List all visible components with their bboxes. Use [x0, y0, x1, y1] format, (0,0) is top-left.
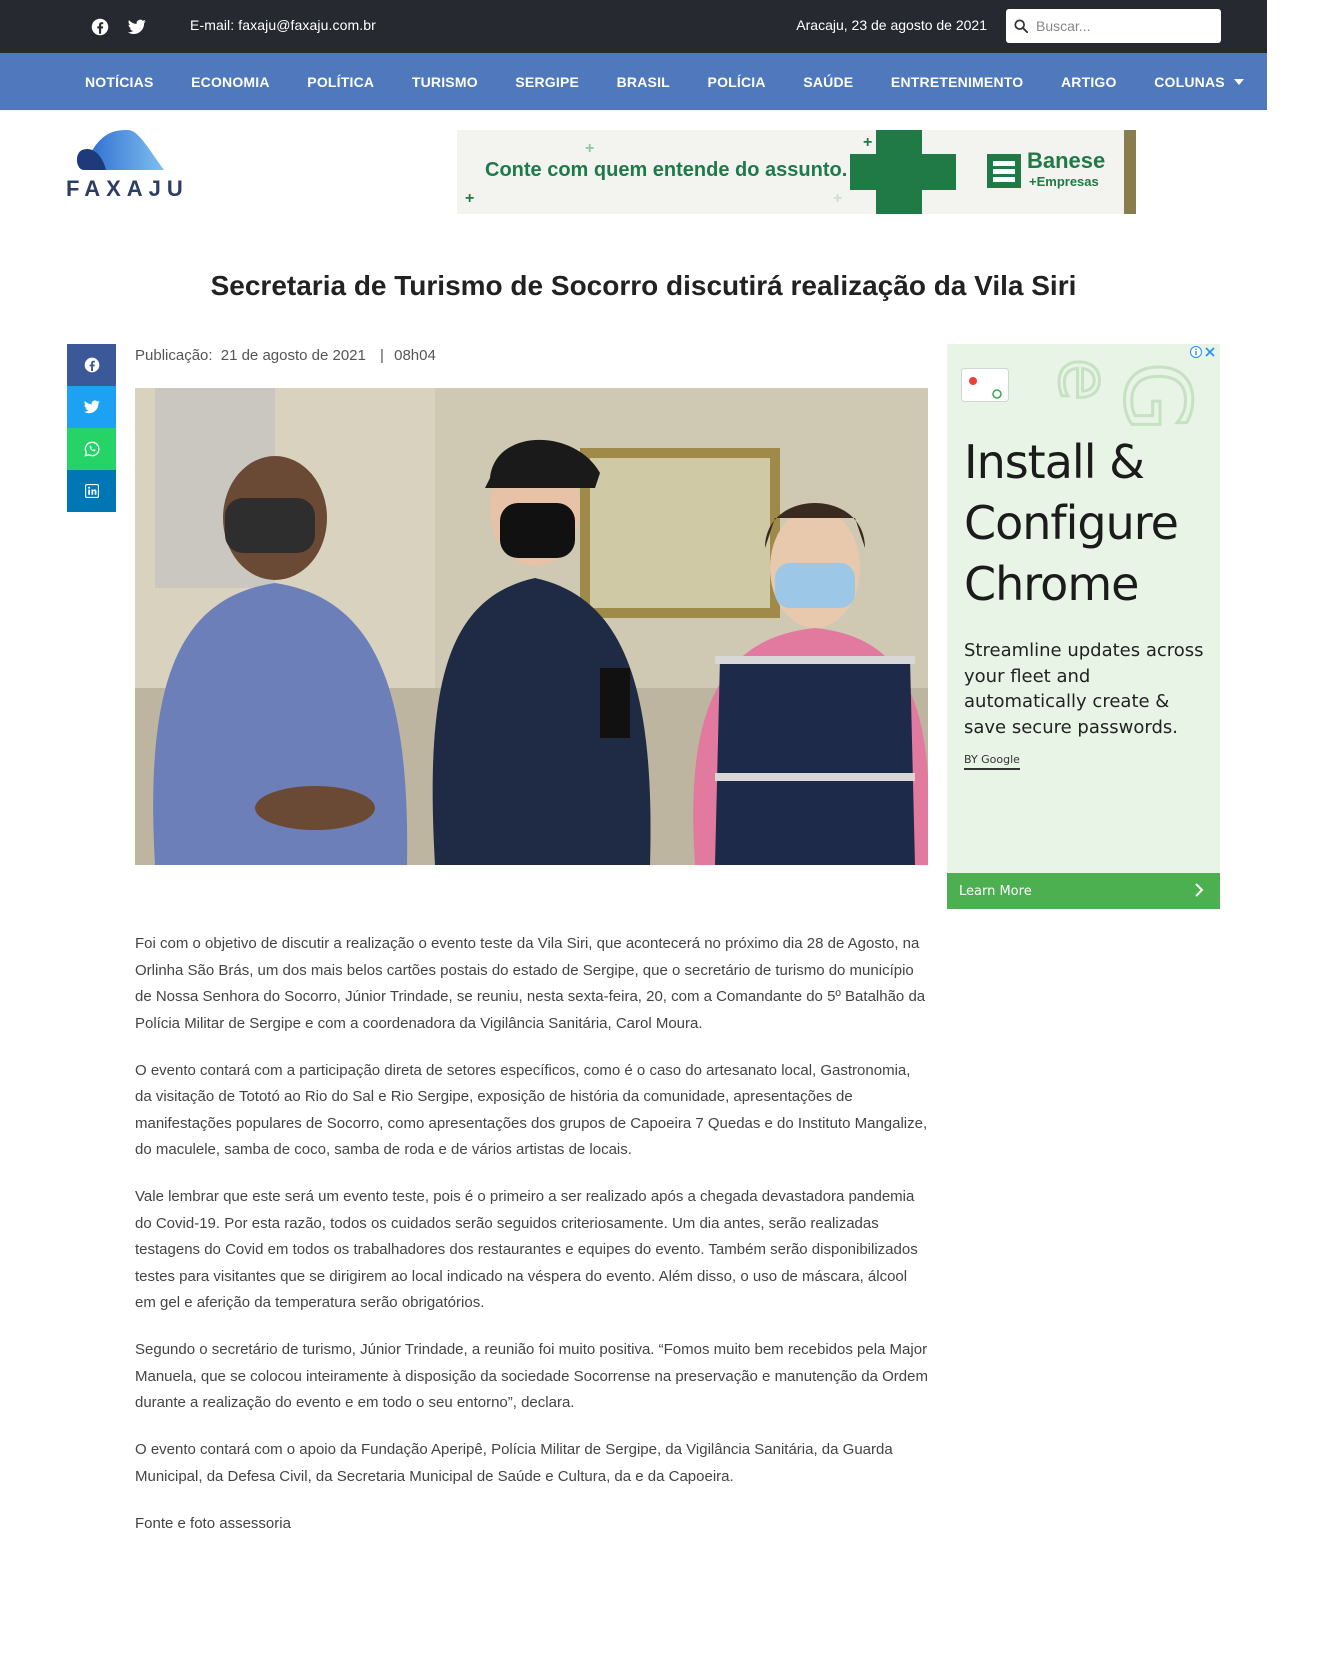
nav-item-policia[interactable]: POLÍCIA	[707, 73, 766, 90]
twitter-icon[interactable]	[127, 17, 147, 37]
share-linkedin-button[interactable]	[67, 470, 116, 512]
article-paragraph: O evento contará com o apoio da Fundação Aperipê, Polícia Militar de Sergipe, da Vigilância Sanitária, da Guarda Municipal, da Defesa Civil, da Secretaria Municipal de Saúde e Cultura, da e da Capoeira.	[135, 1441, 893, 1485]
share-twitter-button[interactable]	[67, 386, 116, 428]
article-paragraph: Segundo o secretário de turismo, Júnior Trindade, a reunião foi muito positiva. “Fomos muito bem recebidos pela Major Manuela, que se colocou inteiramente à disposição da sociedade Socorrense na preservação e manutenção da Ordem durante a realização do evento e em todo o seu entorno”, declara.	[135, 1341, 928, 1411]
contact-email[interactable]: E-mail: faxaju@faxaju.com.br	[190, 17, 376, 33]
facebook-icon[interactable]	[90, 17, 110, 37]
ad-choices[interactable]	[1190, 346, 1216, 358]
article-photo	[135, 388, 928, 865]
nav-item-economia[interactable]: ECONOMIA	[191, 73, 270, 90]
cross-shape	[850, 154, 956, 190]
top-bar	[0, 0, 1267, 53]
site-logo[interactable]	[66, 128, 189, 206]
nav-item-saude[interactable]: SAÚDE	[803, 73, 854, 90]
info-icon[interactable]	[1190, 346, 1202, 358]
plus-decoration-icon: +	[465, 190, 475, 207]
search-input[interactable]	[1036, 18, 1206, 34]
plus-decoration-icon: +	[833, 190, 843, 207]
article-body	[135, 931, 930, 1558]
share-buttons	[67, 344, 116, 512]
nav-item-artigo[interactable]: ARTIGO	[1060, 73, 1117, 90]
main-nav	[0, 53, 1267, 110]
banner-slogan: Conte com quem entende do assunto.	[485, 159, 848, 181]
nav-item-sergipe[interactable]: SERGIPE	[515, 73, 580, 90]
banner-brand: Banese	[1027, 148, 1106, 173]
twitter-icon	[84, 400, 100, 414]
banner-brand-sub: +Empresas	[1029, 174, 1099, 189]
ad-background-decoration: e	[1043, 358, 1125, 402]
article-paragraph: Foi com o objetivo de discutir a realização o evento teste da Vila Siri, que acontecerá no próximo dia 28 de Agosto, na Orlinha São Brás, um dos mais belos cartões postais do estado de Sergipe, que o secretário de turismo do município de Nossa Senhora do Socorro, Júnior Trindade, se reuniu, nesta sexta-feira, 20, com a Comandante do 5º Batalhão da Polícia Militar de Sergipe e com a coordenadora da Vigilância Sanitária, Carol Moura.	[135, 935, 926, 1032]
publication-meta	[135, 347, 440, 364]
linkedin-icon	[85, 484, 99, 498]
learn-more-button[interactable]	[947, 873, 1220, 909]
article-source: Fonte e foto assessoria	[135, 1514, 291, 1532]
article-paragraph: Vale lembrar que este será um evento teste, pois é o primeiro a ser realizado após a chegada devastadora pandemia do Covid-19. Por esta razão, todos os cuidados serão seguidos criteriosamente. Um dia antes, serão realizadas testagens do Covid em todos os trabalhadores dos restaurantes e equipes do evento. Também serão disponibilizados testes para visitantes que se dirigirem ao local indicado na véspera do evento. Além disso, o uso de máscara, álcool em gel e aferição da temperatura serão obrigatórios.	[135, 1188, 918, 1311]
nav-item-colunas-label: COLUNAS	[1154, 73, 1225, 90]
banese-logo-icon	[987, 154, 1021, 188]
nav-item-colunas[interactable]	[1154, 74, 1244, 90]
meta-separator: |	[380, 347, 384, 364]
article-title: Secretaria de Turismo de Socorro discutirá realização da Vila Siri	[210, 270, 1077, 301]
publication-time: 08h04	[394, 347, 436, 364]
banner-stripe	[1124, 130, 1136, 214]
logo-mark-icon	[66, 128, 166, 176]
banner-ad[interactable]	[457, 130, 1136, 214]
search-box[interactable]	[1006, 9, 1221, 43]
whatsapp-icon	[84, 441, 100, 457]
ad-headline: Install & Configure Chrome	[964, 435, 1178, 611]
facebook-icon	[84, 357, 100, 373]
nav-item-entretenimento[interactable]: ENTRETENIMENTO	[890, 73, 1024, 90]
learn-more-label: Learn More	[959, 883, 1032, 899]
publication-date: 21 de agosto de 2021	[220, 347, 366, 364]
browser-window-icon	[961, 368, 1009, 402]
publication-label: Publicação:	[135, 347, 213, 364]
ad-body: Streamline updates across your fleet and automatically create & save secure passwords.	[964, 640, 1204, 738]
share-whatsapp-button[interactable]	[67, 428, 116, 470]
ad-attribution[interactable]: BY Google	[964, 753, 1020, 770]
article-paragraph: O evento contará com a participação direta de setores específicos, como é o caso do artesanato local, Gastronomia, da visitação de Tototó ao Rio do Sal e Rio Sergipe, exposição de história da comunidade, apresentações de manifestações populares de Socorro, como apresentações dos grupos de Capoeira 7 Quedas e do Instituto Mangalize, do maculele, samba de coco, samba de roda e de vários artistas de locais.	[135, 1061, 928, 1158]
article-image	[135, 388, 928, 865]
caret-down-icon	[1234, 79, 1244, 85]
plus-decoration-icon: +	[585, 140, 595, 157]
chevron-right-icon	[1194, 882, 1204, 898]
nav-item-noticias[interactable]: NOTÍCIAS	[85, 73, 154, 90]
nav-item-turismo[interactable]: TURISMO	[411, 73, 478, 90]
side-ad[interactable]	[947, 344, 1220, 909]
logo-wordmark: FAXAJU	[66, 176, 189, 201]
nav-item-politica[interactable]: POLÍTICA	[307, 73, 375, 90]
plus-decoration-icon: +	[863, 134, 873, 151]
share-facebook-button[interactable]	[67, 344, 116, 386]
current-date: Aracaju, 23 de agosto de 2021	[796, 17, 987, 33]
ad-background-decoration: G	[1104, 362, 1209, 432]
nav-item-brasil[interactable]: BRASIL	[616, 73, 670, 90]
search-icon[interactable]	[1006, 19, 1036, 33]
close-icon[interactable]	[1204, 346, 1216, 358]
